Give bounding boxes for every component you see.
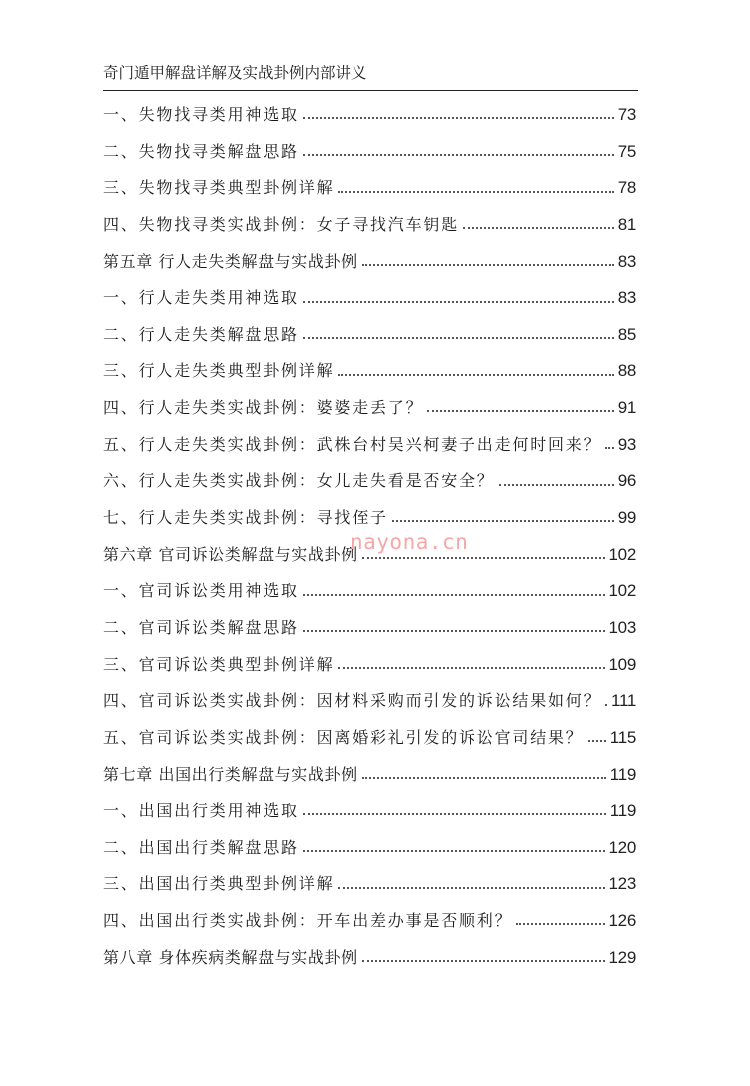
toc-entry-title: 第六章 官司诉讼类解盘与实战卦例 [103, 544, 358, 564]
toc-entry-title: 第七章 出国出行类解盘与实战卦例 [103, 764, 358, 784]
toc-entry-title: 一、失物找寻类用神选取 [103, 105, 299, 124]
toc-entry [103, 903, 636, 940]
toc-entry-title: 一、官司诉讼类用神选取 [103, 581, 299, 601]
watermark: nayona.cn [350, 530, 469, 554]
dot-leader [605, 704, 607, 706]
toc-entry-title: 二、失物找寻类解盘思路 [103, 141, 299, 161]
dot-leader [303, 337, 614, 339]
dot-leader [499, 484, 614, 486]
toc-entry [103, 720, 636, 757]
toc-entry-title: 第五章 行人走失类解盘与实战卦例 [103, 251, 358, 271]
dot-leader [303, 594, 605, 596]
dot-leader [362, 264, 614, 266]
toc-entry-page-number: 119 [609, 764, 636, 784]
toc-entry-page-number: 103 [608, 617, 636, 637]
toc-entry-page-number: 78 [617, 178, 636, 198]
dot-leader [516, 923, 604, 925]
toc-entry [103, 866, 636, 903]
toc-entry-title: 一、行人走失类用神选取 [103, 288, 299, 308]
dot-leader [338, 887, 604, 889]
dot-leader [338, 374, 613, 376]
toc-entry-page-number: 115 [609, 727, 636, 747]
toc-entry-page-number: 91 [617, 398, 636, 418]
toc-entry-title: 三、官司诉讼类典型卦例详解 [103, 654, 335, 674]
dot-leader [362, 777, 606, 779]
toc-entry [103, 317, 636, 354]
toc-entry-title: 二、行人走失类解盘思路 [103, 324, 299, 344]
toc-entry-title: 二、官司诉讼类解盘思路 [103, 617, 299, 637]
toc-entry-page-number: 109 [608, 654, 636, 674]
toc-entry [103, 793, 636, 830]
toc-entry-page-number: 120 [608, 837, 636, 857]
dot-leader [427, 410, 613, 412]
toc-entry-page-number: 102 [608, 581, 636, 601]
toc-entry-title: 第八章 身体疾病类解盘与实战卦例 [103, 947, 358, 967]
running-header: 奇门遁甲解盘详解及实战卦例内部讲义 [103, 62, 638, 91]
toc-entry [103, 610, 636, 647]
toc-entry-page-number: 126 [608, 911, 636, 931]
toc-entry [103, 97, 636, 134]
toc-entry-page-number: 129 [608, 947, 636, 967]
toc-entry-title: 六、行人走失类实战卦例：女儿走失看是否安全？ [103, 471, 495, 491]
dot-leader [303, 630, 605, 632]
dot-leader [463, 227, 614, 229]
toc-entry-page-number: 123 [608, 874, 636, 894]
dot-leader [605, 447, 613, 449]
toc-entry-page-number: 83 [617, 288, 636, 308]
dot-leader [392, 520, 614, 522]
toc-entry [103, 207, 636, 244]
dot-leader [338, 191, 613, 193]
toc-entry-title: 四、出国出行类实战卦例：开车出差办事是否顺利？ [103, 911, 513, 931]
toc-entry-title: 三、失物找寻类典型卦例详解 [103, 178, 335, 198]
dot-leader [303, 850, 605, 852]
toc-entry-title: 一、出国出行类用神选取 [103, 801, 299, 821]
toc-entry [103, 170, 636, 207]
toc-entry-title: 四、官司诉讼类实战卦例：因材料采购而引发的诉讼结果如何？ [103, 691, 602, 711]
toc-entry-title: 五、行人走失类实战卦例：武株台村吴兴柯妻子出走何时回来？ [103, 434, 602, 454]
toc-entry-page-number: 81 [617, 214, 636, 234]
toc-entry [103, 830, 636, 867]
toc-entry-page-number: 85 [617, 324, 636, 344]
toc-entry-title: 二、出国出行类解盘思路 [103, 837, 299, 857]
dot-leader [303, 813, 606, 815]
dot-leader [362, 557, 605, 559]
toc-entry [103, 573, 636, 610]
toc-entry-page-number: 102 [608, 544, 636, 564]
toc-entry [103, 280, 636, 317]
dot-leader [588, 740, 606, 742]
toc-entry-page-number: 99 [617, 508, 636, 528]
toc-chapter-entry [103, 940, 636, 977]
toc-entry-title: 五、官司诉讼类实战卦例：因离婚彩礼引发的诉讼官司结果？ [103, 727, 584, 747]
toc-entry-title: 四、失物找寻类实战卦例：女子寻找汽车钥匙 [103, 214, 460, 234]
dot-leader [362, 960, 605, 962]
toc-entry [103, 134, 636, 171]
toc-entry [103, 353, 636, 390]
toc-chapter-entry [103, 757, 636, 794]
toc-entry-page-number: 88 [617, 361, 636, 381]
toc-chapter-entry [103, 244, 636, 281]
toc-entry-title: 三、出国出行类典型卦例详解 [103, 874, 335, 894]
toc-entry-title: 三、行人走失类典型卦例详解 [103, 361, 335, 381]
toc-entry-title: 四、行人走失类实战卦例：婆婆走丢了？ [103, 398, 424, 418]
toc-entry-page-number: 111 [611, 691, 636, 711]
dot-leader [338, 667, 604, 669]
dot-leader [303, 154, 614, 156]
toc-entry-page-number: 83 [617, 251, 636, 271]
toc-entry-page-number: 119 [609, 801, 636, 821]
dot-leader [303, 301, 614, 303]
toc-entry [103, 683, 636, 720]
toc-entry-title: 七、行人走失类实战卦例：寻找侄子 [103, 508, 388, 528]
toc-entry-page-number: 73 [617, 105, 636, 124]
toc-entry [103, 463, 636, 500]
toc-entry-page-number: 96 [617, 471, 636, 491]
toc-entry [103, 647, 636, 684]
dot-leader [303, 117, 614, 119]
toc-entry-page-number: 93 [617, 434, 636, 454]
toc-entry [103, 390, 636, 427]
toc-entry-page-number: 75 [617, 141, 636, 161]
toc-entry [103, 427, 636, 464]
